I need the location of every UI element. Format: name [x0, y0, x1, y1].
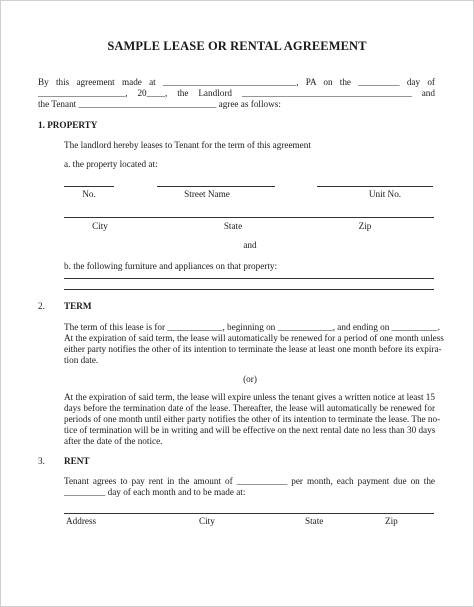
- term-p1-line-1: The term of this lease is for ____________, beginning on ____________, and ending on __________.: [64, 322, 440, 332]
- term-p2-line-3: periods of one month until either party notifies the other of its intention to terminate the lease. The no-: [64, 414, 441, 424]
- intro-line-3: the Tenant ______________________________ agree as follows:: [38, 99, 281, 109]
- label-rent-state: State: [305, 516, 324, 526]
- section-term-number: 2.: [38, 301, 45, 311]
- rent-line-2: _________ day of each month and to be made at:: [64, 487, 246, 497]
- document-title: SAMPLE LEASE OR RENTAL AGREEMENT: [107, 39, 367, 53]
- label-address: Address: [66, 516, 97, 526]
- label-rent-zip: Zip: [385, 516, 398, 526]
- section-rent-heading: RENT: [64, 456, 90, 466]
- blank-city-state-zip: [64, 217, 434, 218]
- label-unit-no: Unit No.: [368, 189, 402, 199]
- term-p2-line-1: At the expiration of said term, the lease will expire unless the tenant gives a written notice at least 15: [64, 392, 435, 402]
- term-p1-line-4: tion date.: [64, 355, 99, 365]
- term-p1-line-3: either party notifies the other of its intention to terminate the lease at least one month before its expira-: [64, 344, 442, 354]
- intro-line-2: ___________________, 20____, the Landlord _____________________________________ and: [38, 88, 435, 98]
- and-text: and: [243, 240, 257, 250]
- label-no: No.: [82, 189, 96, 199]
- intro-line-1: By this agreement made at _____________________________, PA on the _________ day of: [38, 77, 435, 87]
- label-rent-city: City: [199, 516, 215, 526]
- term-p1-line-2: At the expiration of said term, the lease will automatically be renewed for a period of one month unless: [64, 333, 444, 343]
- property-item-a: a. the property located at:: [64, 159, 158, 169]
- blank-furniture-2: [64, 289, 434, 290]
- label-street-name: Street Name: [184, 189, 230, 199]
- section-rent-number: 3.: [38, 456, 45, 466]
- blank-no: [64, 186, 114, 187]
- blank-rent-address: [64, 513, 434, 514]
- label-city: City: [92, 221, 108, 231]
- term-p2-line-2: days before the termination date of the lease. Thereafter, the lease will automatically be renewed for: [64, 403, 435, 413]
- property-item-b: b. the following furniture and appliances on that property:: [64, 261, 278, 271]
- blank-street-name: [157, 186, 275, 187]
- label-zip: Zip: [358, 221, 372, 231]
- section-property-heading: 1. PROPERTY: [38, 120, 98, 130]
- blank-furniture-1: [64, 278, 434, 279]
- term-p2-line-4: tice of termination will be in writing and will be effective on the next rental date no less than 30 days: [64, 425, 436, 435]
- label-state: State: [223, 221, 243, 231]
- term-p2-line-5: after the date of the notice.: [64, 436, 163, 446]
- or-text: (or): [243, 374, 257, 384]
- rent-line-1: Tenant agrees to pay rent in the amount of ___________ per month, each payment due on the: [64, 476, 435, 486]
- blank-unit-no: [317, 186, 433, 187]
- section-term-heading: TERM: [64, 301, 92, 311]
- property-text: The landlord hereby leases to Tenant for the term of this agreement: [64, 140, 311, 150]
